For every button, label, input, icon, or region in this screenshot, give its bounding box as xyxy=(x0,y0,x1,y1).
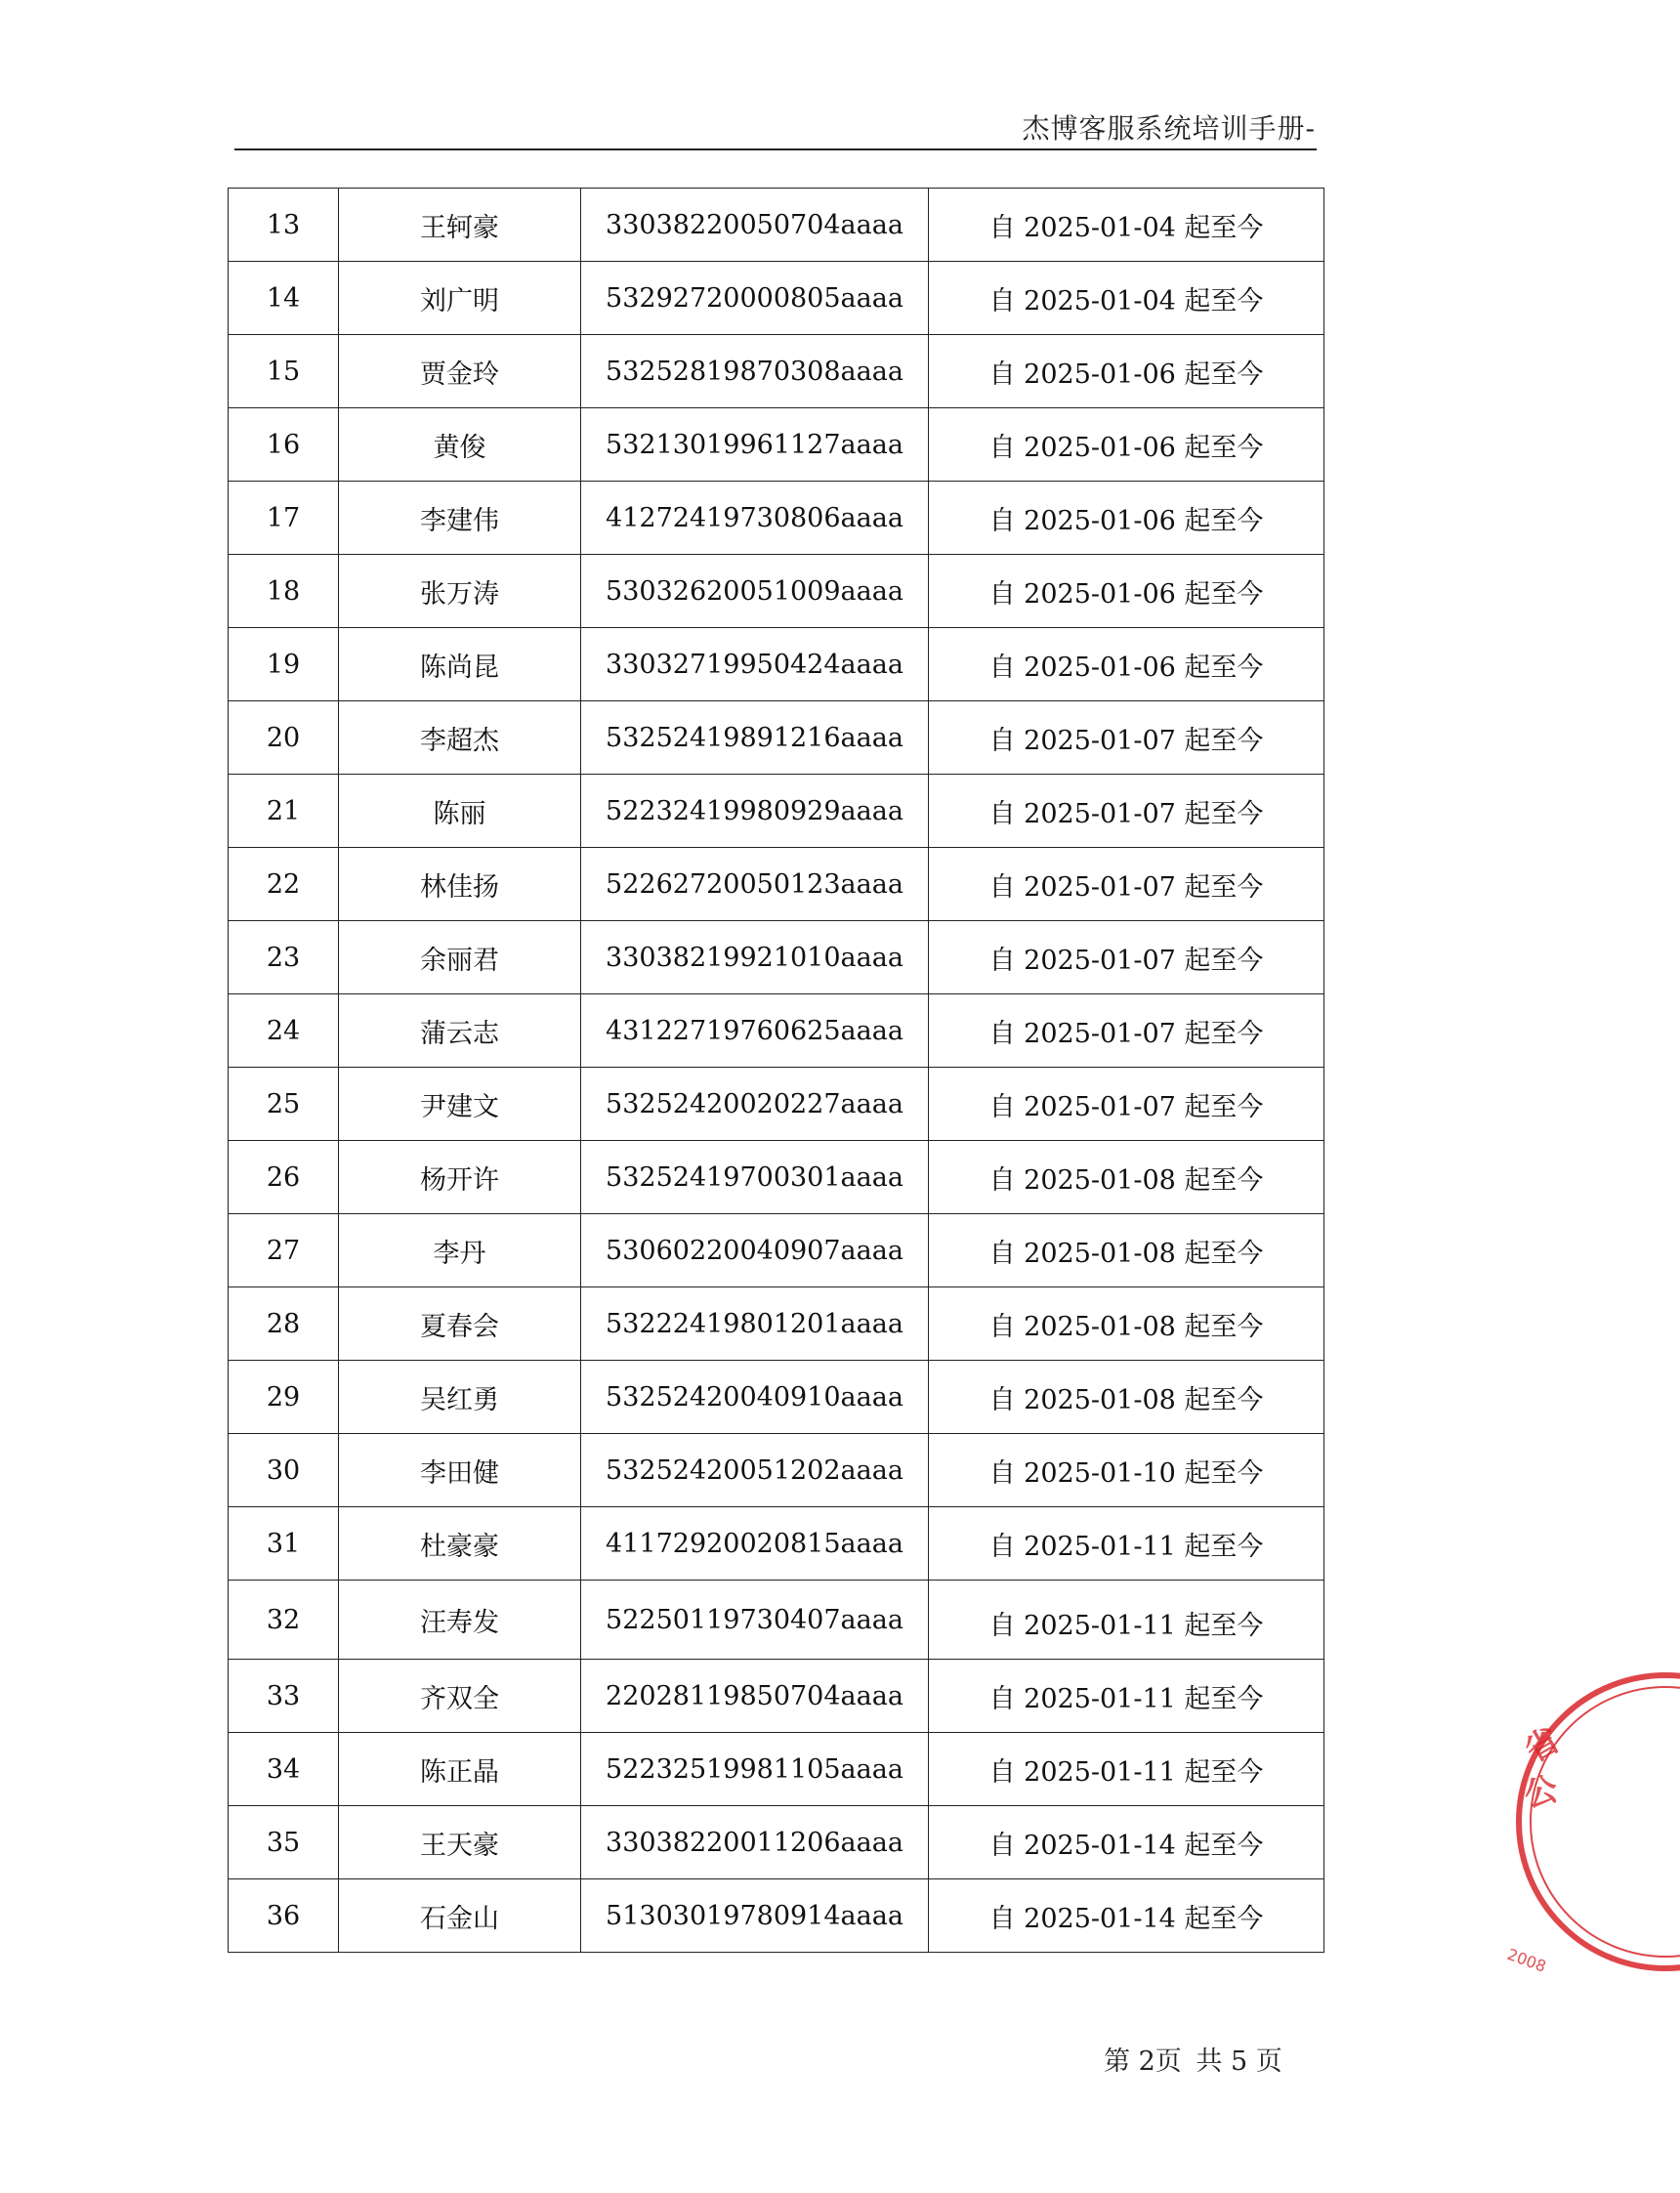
table-row xyxy=(229,408,1324,482)
period-cell: 自 2025-01-07 起至今 xyxy=(929,848,1324,921)
table-row xyxy=(229,994,1324,1068)
period-cell: 自 2025-01-11 起至今 xyxy=(929,1581,1324,1660)
period-cell: 自 2025-01-11 起至今 xyxy=(929,1660,1324,1733)
name-cell: 杨开许 xyxy=(339,1141,581,1214)
period-cell: 自 2025-01-07 起至今 xyxy=(929,921,1324,994)
name-cell: 李超杰 xyxy=(339,701,581,775)
id-number-cell: 33038220050704aaaa xyxy=(581,189,929,262)
row-number-cell: 27 xyxy=(229,1214,339,1287)
name-cell: 李田健 xyxy=(339,1434,581,1507)
name-cell: 陈尚昆 xyxy=(339,628,581,701)
period-cell: 自 2025-01-06 起至今 xyxy=(929,408,1324,482)
period-cell: 自 2025-01-08 起至今 xyxy=(929,1141,1324,1214)
name-cell: 刘广明 xyxy=(339,262,581,335)
period-cell: 自 2025-01-08 起至今 xyxy=(929,1214,1324,1287)
row-number-cell: 35 xyxy=(229,1806,339,1879)
table-row xyxy=(229,262,1324,335)
name-cell: 蒲云志 xyxy=(339,994,581,1068)
row-number-cell: 19 xyxy=(229,628,339,701)
period-cell: 自 2025-01-08 起至今 xyxy=(929,1361,1324,1434)
period-cell: 自 2025-01-06 起至今 xyxy=(929,482,1324,555)
name-cell: 夏春会 xyxy=(339,1287,581,1361)
row-number-cell: 25 xyxy=(229,1068,339,1141)
name-cell: 张万涛 xyxy=(339,555,581,628)
row-number-cell: 29 xyxy=(229,1361,339,1434)
table-row xyxy=(229,701,1324,775)
page-total: 共 5 页 xyxy=(1196,2046,1282,2077)
name-cell: 王轲豪 xyxy=(339,189,581,262)
id-number-cell: 53252419700301aaaa xyxy=(581,1141,929,1214)
name-cell: 王天豪 xyxy=(339,1806,581,1879)
period-cell: 自 2025-01-14 起至今 xyxy=(929,1806,1324,1879)
row-number-cell: 30 xyxy=(229,1434,339,1507)
name-cell: 李建伟 xyxy=(339,482,581,555)
svg-text:公: 公 xyxy=(1519,1769,1563,1816)
row-number-cell: 21 xyxy=(229,775,339,848)
row-number-cell: 14 xyxy=(229,262,339,335)
name-cell: 汪寿发 xyxy=(339,1581,581,1660)
row-number-cell: 36 xyxy=(229,1879,339,1953)
row-number-cell: 28 xyxy=(229,1287,339,1361)
row-number-cell: 23 xyxy=(229,921,339,994)
row-number-cell: 34 xyxy=(229,1733,339,1806)
row-number-cell: 15 xyxy=(229,335,339,408)
id-number-cell: 53252420040910aaaa xyxy=(581,1361,929,1434)
row-number-cell: 32 xyxy=(229,1581,339,1660)
period-cell: 自 2025-01-10 起至今 xyxy=(929,1434,1324,1507)
period-cell: 自 2025-01-07 起至今 xyxy=(929,994,1324,1068)
id-number-cell: 53032620051009aaaa xyxy=(581,555,929,628)
name-cell: 林佳扬 xyxy=(339,848,581,921)
period-cell: 自 2025-01-11 起至今 xyxy=(929,1733,1324,1806)
name-cell: 李丹 xyxy=(339,1214,581,1287)
name-cell: 陈丽 xyxy=(339,775,581,848)
page-footer xyxy=(1104,2040,1288,2078)
name-cell: 贾金玲 xyxy=(339,335,581,408)
row-number-cell: 24 xyxy=(229,994,339,1068)
row-number-cell: 16 xyxy=(229,408,339,482)
table-row xyxy=(229,555,1324,628)
name-cell: 陈正晶 xyxy=(339,1733,581,1806)
row-number-cell: 26 xyxy=(229,1141,339,1214)
row-number-cell: 22 xyxy=(229,848,339,921)
name-cell: 余丽君 xyxy=(339,921,581,994)
table-row xyxy=(229,848,1324,921)
name-cell: 黄俊 xyxy=(339,408,581,482)
id-number-cell: 53252419891216aaaa xyxy=(581,701,929,775)
row-number-cell: 13 xyxy=(229,189,339,262)
table-row xyxy=(229,1214,1324,1287)
id-number-cell: 53252420020227aaaa xyxy=(581,1068,929,1141)
table-row xyxy=(229,1141,1324,1214)
id-number-cell: 53060220040907aaaa xyxy=(581,1214,929,1287)
staff-table-body xyxy=(229,189,1324,1953)
id-number-cell: 51303019780914aaaa xyxy=(581,1879,929,1953)
name-cell: 吴红勇 xyxy=(339,1361,581,1434)
period-cell: 自 2025-01-06 起至今 xyxy=(929,555,1324,628)
table-row xyxy=(229,775,1324,848)
table-row xyxy=(229,1287,1324,1361)
svg-text:省: 省 xyxy=(1518,1720,1567,1771)
period-cell: 自 2025-01-14 起至今 xyxy=(929,1879,1324,1953)
table-row xyxy=(229,628,1324,701)
table-row xyxy=(229,1361,1324,1434)
table-row xyxy=(229,1733,1324,1806)
table-row xyxy=(229,189,1324,262)
id-number-cell: 52232519981105aaaa xyxy=(581,1733,929,1806)
id-number-cell: 41272419730806aaaa xyxy=(581,482,929,555)
table-row xyxy=(229,1507,1324,1581)
row-number-cell: 31 xyxy=(229,1507,339,1581)
table-row xyxy=(229,1068,1324,1141)
id-number-cell: 52262720050123aaaa xyxy=(581,848,929,921)
period-cell: 自 2025-01-07 起至今 xyxy=(929,1068,1324,1141)
id-number-cell: 41172920020815aaaa xyxy=(581,1507,929,1581)
table-row xyxy=(229,1806,1324,1879)
seal-serial-fragment: 2008 xyxy=(1504,1944,1549,1976)
id-number-cell: 33038219921010aaaa xyxy=(581,921,929,994)
name-cell: 齐双全 xyxy=(339,1660,581,1733)
id-number-cell: 33038220011206aaaa xyxy=(581,1806,929,1879)
name-cell: 杜豪豪 xyxy=(339,1507,581,1581)
table-row xyxy=(229,1660,1324,1733)
row-number-cell: 18 xyxy=(229,555,339,628)
period-cell: 自 2025-01-07 起至今 xyxy=(929,701,1324,775)
id-number-cell: 53292720000805aaaa xyxy=(581,262,929,335)
period-cell: 自 2025-01-04 起至今 xyxy=(929,189,1324,262)
table-row xyxy=(229,1879,1324,1953)
period-cell: 自 2025-01-04 起至今 xyxy=(929,262,1324,335)
id-number-cell: 52232419980929aaaa xyxy=(581,775,929,848)
row-number-cell: 17 xyxy=(229,482,339,555)
id-number-cell: 53252819870308aaaa xyxy=(581,335,929,408)
row-number-cell: 20 xyxy=(229,701,339,775)
table-row xyxy=(229,335,1324,408)
name-cell: 尹建文 xyxy=(339,1068,581,1141)
table-row xyxy=(229,921,1324,994)
company-seal-stamp xyxy=(1504,1661,1680,1983)
name-cell: 石金山 xyxy=(339,1879,581,1953)
id-number-cell: 52250119730407aaaa xyxy=(581,1581,929,1660)
id-number-cell: 33032719950424aaaa xyxy=(581,628,929,701)
period-cell: 自 2025-01-06 起至今 xyxy=(929,335,1324,408)
period-cell: 自 2025-01-06 起至今 xyxy=(929,628,1324,701)
id-number-cell: 53213019961127aaaa xyxy=(581,408,929,482)
id-number-cell: 53252420051202aaaa xyxy=(581,1434,929,1507)
id-number-cell: 53222419801201aaaa xyxy=(581,1287,929,1361)
page-number: 第 2页 xyxy=(1104,2046,1182,2077)
id-number-cell: 43122719760625aaaa xyxy=(581,994,929,1068)
period-cell: 自 2025-01-11 起至今 xyxy=(929,1507,1324,1581)
row-number-cell: 33 xyxy=(229,1660,339,1733)
table-row xyxy=(229,482,1324,555)
page-header-title: 杰博客服系统培训手册- xyxy=(1022,112,1316,145)
period-cell: 自 2025-01-08 起至今 xyxy=(929,1287,1324,1361)
table-row xyxy=(229,1434,1324,1507)
staff-table xyxy=(228,188,1324,1953)
id-number-cell: 22028119850704aaaa xyxy=(581,1660,929,1733)
header-divider xyxy=(234,148,1317,150)
table-row xyxy=(229,1581,1324,1660)
period-cell: 自 2025-01-07 起至今 xyxy=(929,775,1324,848)
